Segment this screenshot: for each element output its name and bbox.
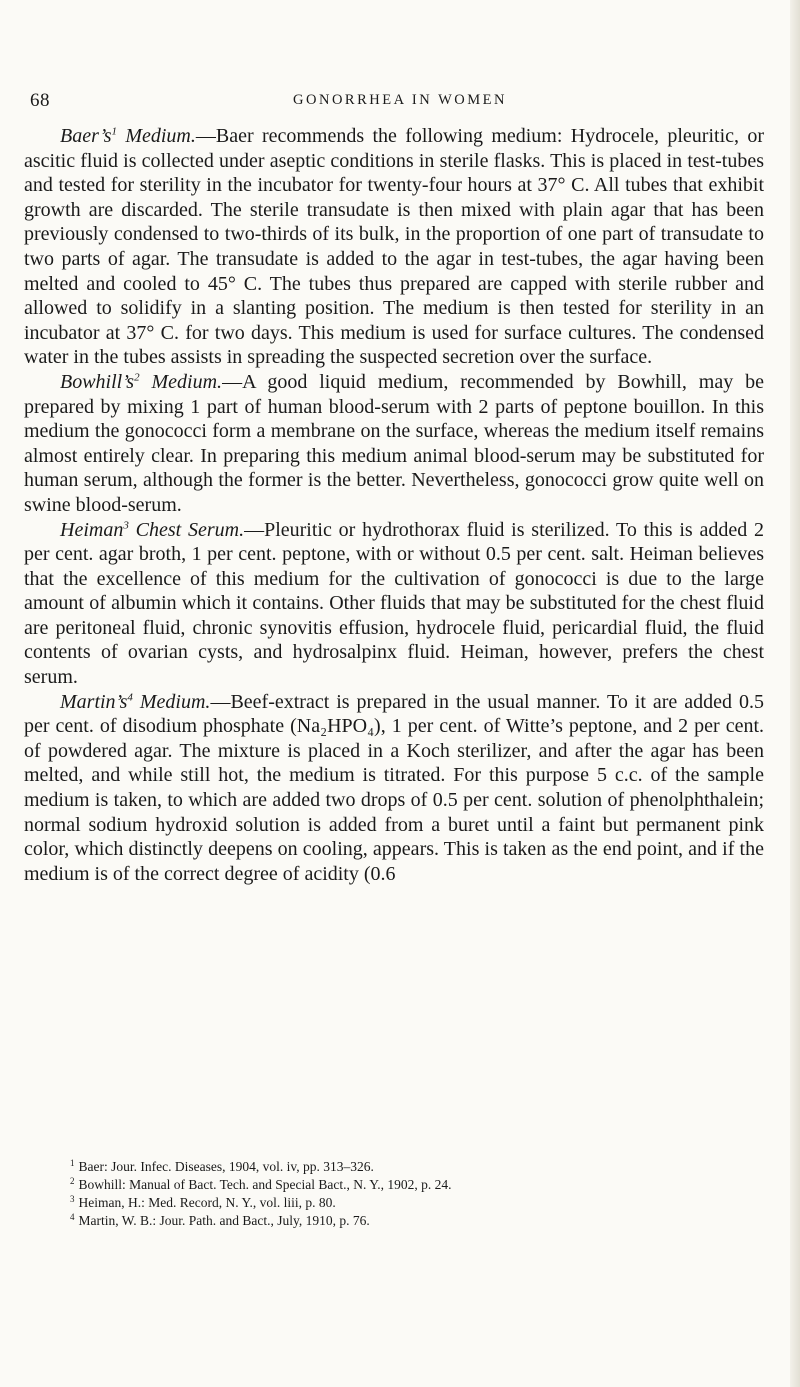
paragraph-text: —Pleuritic or hydrothorax fluid is sterilized. To this is added 2 per cent. agar broth, 1 per cent. peptone, with or without 0.5 per cent. salt. Heiman believes that the excellence of this medium for the cultivation of gonococci is due to the large amount of albumin which it contains. Other fluids that may be substituted for the chest fluid are peritoneal fluid, chronic synovitis effusion, hydrocele fluid, pericardial fluid, the fluid contents of ovarian cysts, and hydrosalpinx fluid. Heiman, however, prefers the chest serum. <box>24 518 764 689</box>
footnote-marker: 4 <box>70 1211 75 1222</box>
paragraph-heading: $Bowhill’s^2$ Medium. <box>60 370 223 393</box>
page-number: 68 <box>30 90 50 111</box>
text-body <box>24 124 764 886</box>
footnote-marker: 3 <box>70 1193 75 1204</box>
footnotes <box>70 1158 710 1230</box>
footnote-marker: 1 <box>111 125 117 138</box>
paragraph-text: —Beef-extract is prepared in the usual manner. To it are added 0.5 per cent. of disodium phosphate (Na₂HPO₄), 1 per cent. of Witte’s peptone, and 2 per cent. of powdered agar. The mixture is placed in a Koch sterilizer, and after the agar has been melted, and while still hot, the medium is titrated. For this purpose 5 c.c. of the sample medium is taken, to which are added two drops of 0.5 per cent. solution of phenolphthalein; normal sodium hydroxid solution is added from a buret until a faint but permanent pink color, which distinctly deepens on cooling, appears. This is taken as the end point, and if the medium is of the correct degree of acidity (0.6 <box>24 690 764 885</box>
footnote-1 <box>70 1158 710 1176</box>
footnote-marker: 3 <box>123 518 129 531</box>
paragraph-martin-medium <box>24 690 764 887</box>
paragraph-text: —A good liquid medium, recommended by Bowhill, may be prepared by mixing 1 part of human blood-serum with 2 parts of peptone bouillon. In this medium the gonococci form a membrane on the surface, whereas the medium itself remains almost entirely clear. In preparing this medium animal blood-serum may be substituted for human serum, although the former is the better. Nevertheless, gonococci grow quite well on swine blood-serum. <box>24 370 764 516</box>
footnote-2 <box>70 1176 710 1194</box>
paragraph-heading: $Martin’s^4$ Medium. <box>60 690 211 713</box>
page-edge <box>790 0 800 1387</box>
paragraph-heading: $Baer’s^1$ Medium. <box>60 125 196 147</box>
footnote-4 <box>70 1212 710 1230</box>
paragraph-heiman-chest-serum <box>24 518 764 690</box>
paragraph-text: —Baer recommends the following medium: Hydrocele, pleuritic, or ascitic fluid is collected under aseptic conditions in sterile flasks. This is placed in test-tubes and tested for sterility in the incubator for twenty-four hours at 37° C. All tubes that exhibit growth are discarded. The sterile transudate is then mixed with plain agar that has been previously condensed to two-thirds of its bulk, in the proportion of one part of transudate to two parts of agar. The transudate is added to the agar in test-tubes, the agar having been melted and cooled to 45° C. The tubes thus prepared are capped with sterile rubber and allowed to solidify in a slanting position. The medium is then tested for sterility in an incubator at 37° C. for two days. This medium is used for surface cultures. The condensed water in the tubes assists in spreading the suspected secretion over the surface. <box>24 125 764 369</box>
paragraph-heading: Heiman$^3$ Chest Serum. <box>60 518 245 541</box>
footnote-marker: 2 <box>134 371 140 384</box>
footnote-text: Heiman, H.: Med. Record, N. Y., vol. liii, p. 80. <box>78 1195 336 1210</box>
footnote-text: Baer: Jour. Infec. Diseases, 1904, vol. iv, pp. 313–326. <box>78 1159 374 1174</box>
footnote-marker: 2 <box>70 1175 75 1186</box>
paragraph-baer-medium <box>24 124 764 370</box>
running-head <box>0 88 800 118</box>
footnote-text: Bowhill: Manual of Bact. Tech. and Special Bact., N. Y., 1902, p. 24. <box>78 1177 452 1192</box>
running-title: GONORRHEA IN WOMEN <box>293 92 507 108</box>
footnote-3 <box>70 1194 710 1212</box>
footnote-marker: 4 <box>127 691 133 703</box>
paragraph-bowhill-medium <box>24 370 764 518</box>
footnote-text: Martin, W. B.: Jour. Path. and Bact., July, 1910, p. 76. <box>78 1213 370 1228</box>
footnote-marker: 1 <box>70 1157 75 1168</box>
